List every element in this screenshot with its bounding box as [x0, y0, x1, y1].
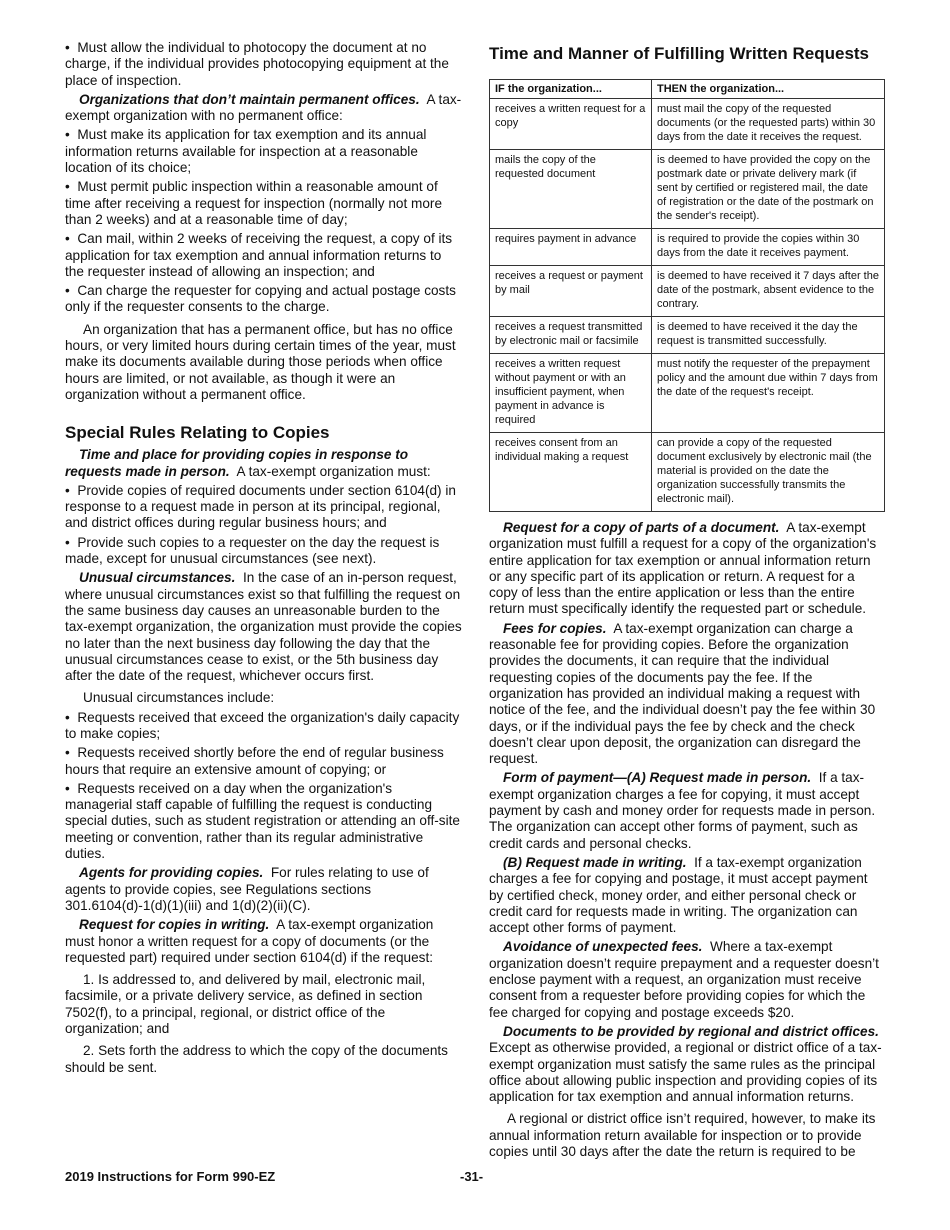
paragraph-regional-offices [489, 1024, 885, 1105]
table-row [490, 150, 885, 229]
section-heading-time-and-manner: Time and Manner of Fulfilling Written Requests [489, 44, 870, 63]
bullet-item: • Provide such copies to a requester on the day the request is made, except for unusual circumstances (see next). [65, 535, 462, 568]
run-in-heading: Request for copies in writing. [79, 917, 270, 933]
paragraph-text: A tax-exempt organization can charge a reasonable fee for providing copies. Before the organization provides the documents, it can require that the individual requesting copies of the documents pay the fee. If the organization has provided an individual making a request with notice of the fee, and the individual doesn’t pay the fee within 30 days, or if the individual pays the fee by check and the check doesn’t clear upon deposit, the organization can disregard the request. [489, 620, 876, 767]
bullet-item: • Provide copies of required documents under section 6104(d) in response to a request made in person at its principal, regional, and district offices during regular business hours; and [65, 483, 462, 532]
paragraph-fees [489, 621, 885, 768]
paragraph-text: Except as otherwise provided, a regional or district office of a tax-exempt organization must satisfy the same rules as the principal office about allowing public inspection and providing copies of its application for tax exemption and annual information returns. [489, 1040, 882, 1105]
table-cell-if: receives a request transmitted by electronic mail or facsimile [490, 317, 652, 354]
table-cell-then: is deemed to have provided the copy on the postmark date or private delivery mark (if sent by certified or registered mail, the date of registration or the date of the postmark on the sender's receipt). [652, 150, 885, 229]
paragraph-text: In the case of an in-person request, where unusual circumstances exist so that fulfilling the request on the same business day causes an unreasonable burden to the tax-exempt organization, the organization must provide the copies no later than the next business day following the day that the unusual circumstances cease to exist, or the 5th business day after the date of the request, whichever occurs first. [65, 570, 462, 684]
paragraph-payment-in-writing [489, 855, 885, 936]
paragraph-agents [65, 865, 462, 914]
paragraph-request-in-writing [65, 917, 462, 966]
paragraph-text: If a tax-exempt organization charges a fee for copying, it must accept payment by cash and money order for requests made in person. The organization can accept other forms of payment, such as credit cards and personal checks. [489, 770, 876, 851]
table-cell-if: receives a written request without payment or with an insufficient payment, when payment in advance is required [490, 354, 652, 433]
table-row [490, 433, 885, 512]
numbered-item-2: 2. Sets forth the address to which the copy of the documents should be sent. [65, 1043, 448, 1075]
paragraph-time-and-place [65, 447, 462, 480]
paragraph-text: Where a tax-exempt organization doesn’t require prepayment and a requester doesn’t enclose payment with a request, an organization must receive consent from a requester before providing copies for which the fee charged for copying and postage exceeds $20. [489, 939, 879, 1020]
paragraph-text: For rules relating to use of agents to provide copies, see Regulations sections 301.6104(d)-1(d)(1)(iii) and 1(d)(2)(ii)(C). [65, 865, 429, 913]
paragraph-text: A tax-exempt organization must fulfill a request for a copy of the organization's entire application for tax exemption or annual information return or any specific part of its application or return. A request for a copy of less than the entire application or less than the entire return must specifically identify the requested part or schedule. [489, 520, 877, 617]
table-header-row [490, 80, 885, 99]
paragraph-regional-not-required: A regional or district office isn’t required, however, to make its annual information return available for inspection or to provide copies until 30 days after the date the return is required to be [489, 1111, 876, 1159]
fulfillment-table [489, 79, 885, 512]
paragraph-unusual-circumstances [65, 570, 462, 684]
table-cell-then: must notify the requester of the prepayment policy and the amount due within 7 days from the date of the request's receipt. [652, 354, 885, 433]
run-in-heading: Time and place for providing copies in response to requests made in person. [65, 447, 409, 479]
table-cell-then: must mail the copy of the requested documents (or the requested parts) within 30 days from the date it receives the request. [652, 99, 885, 150]
bullet-item: • Can charge the requester for copying and actual postage costs only if the requester consents to the charge. [65, 283, 462, 316]
bullet-item: • Requests received on a day when the organization's managerial staff capable of fulfilling the request is conducting special duties, such as student registration or attending an off-site meeting or convention, rather than its regular administrative duties. [65, 781, 462, 862]
run-in-heading: Avoidance of unexpected fees. [503, 939, 703, 955]
paragraph-text: A tax-exempt organization must honor a written request for a copy of documents (or the requested part) required under section 6104(d) if the request: [65, 917, 434, 965]
table-cell-if: requires payment in advance [490, 229, 652, 266]
bullet-item: • Can mail, within 2 weeks of receiving the request, a copy of its application for tax exemption and annual information returns to the requester instead of allowing an inspection; and [65, 231, 462, 280]
table-cell-then: is deemed to have received it the day the request is transmitted successfully. [652, 317, 885, 354]
table-cell-if: receives a written request for a copy [490, 99, 652, 150]
table-cell-if: receives a request or payment by mail [490, 266, 652, 317]
bullet-item: • Requests received shortly before the end of regular business hours that require an extensive amount of copying; or [65, 745, 462, 778]
table-cell-if: receives consent from an individual making a request [490, 433, 652, 512]
paragraph-text: If a tax-exempt organization charges a fee for copying and postage, it must accept payment by certified check, money order, and either personal check or credit card for requests made in writing. The organization can accept other forms of payment. [489, 854, 868, 936]
bullet-item: • Must permit public inspection within a reasonable amount of time after receiving a request for inspection (normally not more than 2 weeks) and at a reasonable time of day; [65, 179, 462, 228]
table-row [490, 229, 885, 266]
paragraph-text: A tax-exempt organization with no permanent office: [65, 91, 462, 124]
table-header-then: THEN the organization... [652, 80, 885, 99]
table-row [490, 354, 885, 433]
paragraph-payment-in-person [489, 770, 885, 851]
run-in-heading: Form of payment—(A) Request made in person. [503, 770, 812, 786]
run-in-heading: Request for a copy of parts of a document. [503, 520, 780, 535]
table-cell-then: can provide a copy of the requested document exclusively by electronic mail (the material is provided on the date the organization successfully transmits the electronic mail). [652, 433, 885, 512]
paragraph-no-permanent-offices [65, 92, 462, 125]
bullet-photocopy: • Must allow the individual to photocopy the document at no charge, if the individual provides photocopying equipment at the place of inspection. [65, 40, 462, 89]
table-row [490, 99, 885, 150]
right-column [489, 40, 885, 1163]
table-cell-then: is deemed to have received it 7 days after the date of the postmark, absent evidence to the contrary. [652, 266, 885, 317]
bullet-item: • Requests received that exceed the organization's daily capacity to make copies; [65, 710, 462, 743]
footer-form-title: 2019 Instructions for Form 990-EZ [65, 1169, 276, 1184]
run-in-heading: Fees for copies. [503, 620, 607, 636]
footer-page-number: -31- [460, 1169, 484, 1184]
table-row [490, 266, 885, 317]
run-in-heading: Organizations that don’t maintain permanent offices. [79, 91, 420, 107]
numbered-item-1: 1. Is addressed to, and delivered by mail, electronic mail, facsimile, or a private delivery service, as defined in section 7502(f), to a principal, regional, or district office of the organization; and [65, 972, 426, 1037]
section-heading-special-rules: Special Rules Relating to Copies [65, 423, 330, 443]
table-header-if: IF the organization... [490, 80, 652, 99]
table-row [490, 317, 885, 354]
run-in-heading: Agents for providing copies. [79, 865, 264, 881]
bullet-item: • Must make its application for tax exemption and its annual information returns available for inspection at a reasonable location of its choice; [65, 127, 462, 176]
run-in-heading: Documents to be provided by regional and district offices. [503, 1023, 879, 1039]
paragraph-copy-of-parts [489, 520, 885, 618]
paragraph-unusual-include: Unusual circumstances include: [83, 690, 275, 706]
table-cell-then: is required to provide the copies within 30 days from the date it receives payment. [652, 229, 885, 266]
left-column [65, 40, 462, 1079]
table-cell-if: mails the copy of the requested document [490, 150, 652, 229]
paragraph-unexpected-fees [489, 939, 885, 1020]
paragraph-permanent-office: An organization that has a permanent office, but has no office hours, or very limited hours during certain times of the year, must make its documents available during those periods when office hours are limited, or not available, as though it were an organization without a permanent office. [65, 321, 456, 402]
run-in-heading: Unusual circumstances. [79, 570, 236, 586]
run-in-heading: (B) Request made in writing. [503, 854, 687, 870]
paragraph-text: A tax-exempt organization must: [236, 463, 431, 479]
